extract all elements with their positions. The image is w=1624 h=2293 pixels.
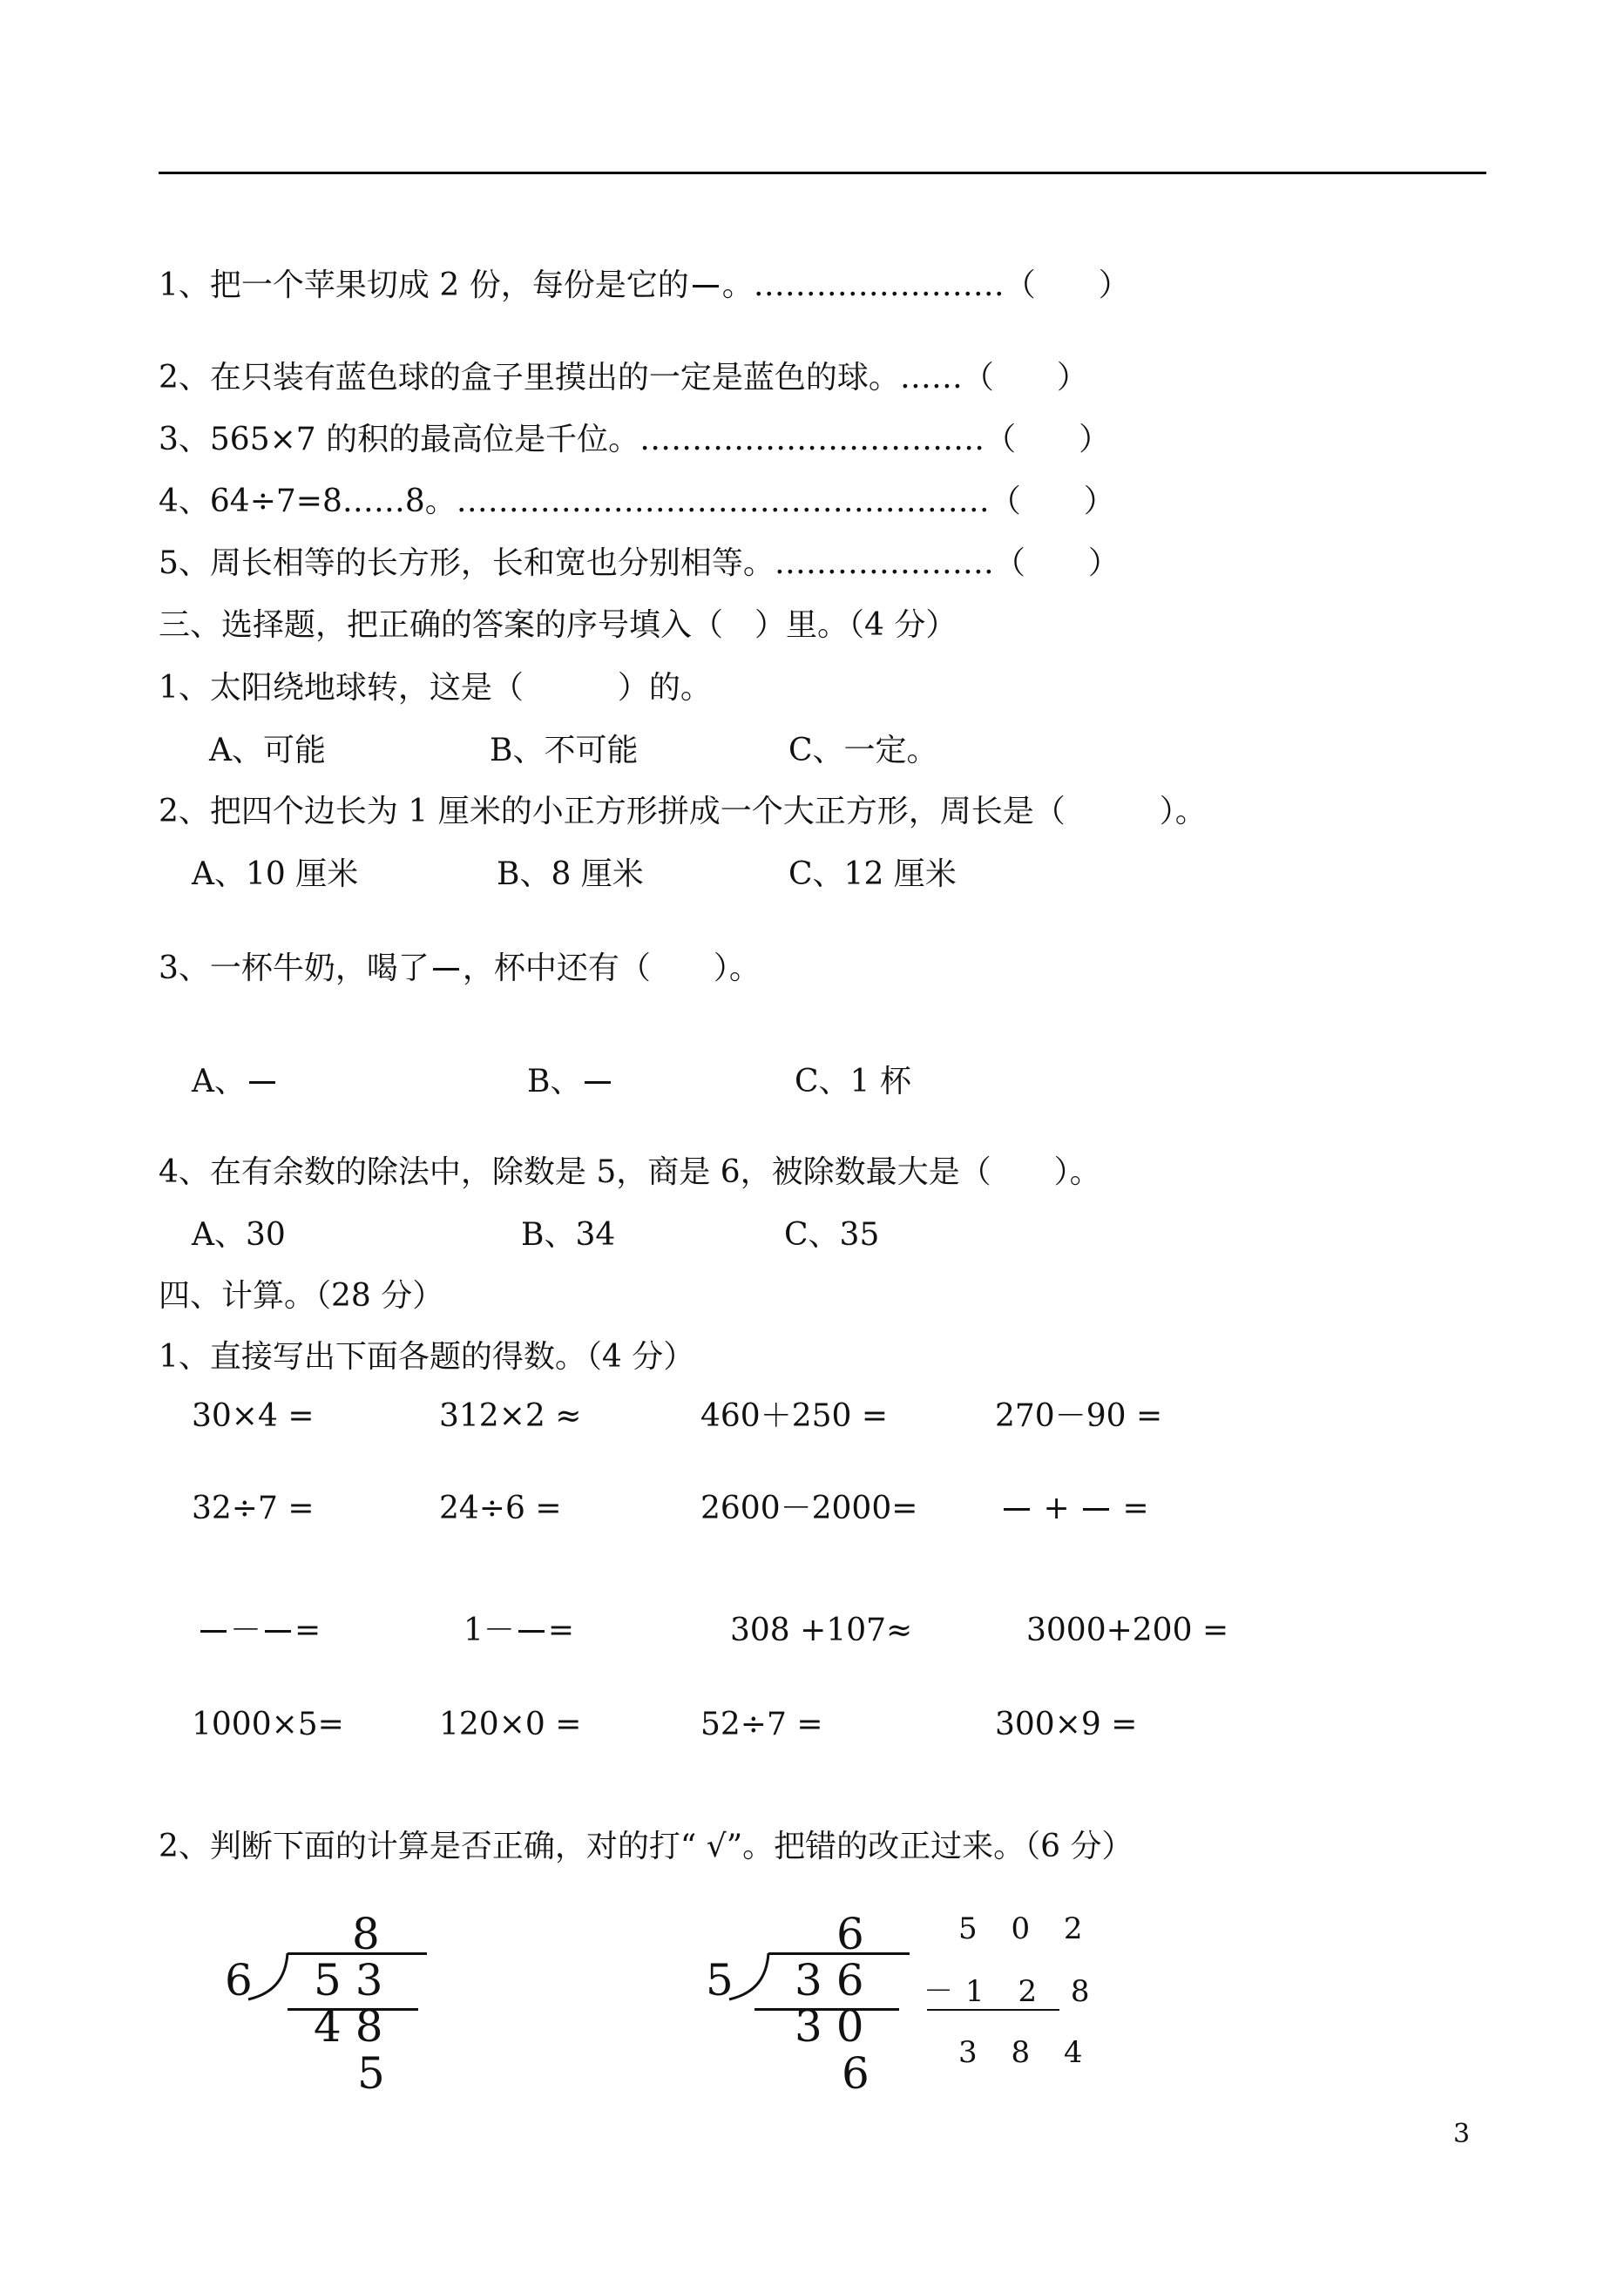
answer-paren-2[interactable]: （ ） [962,360,1088,396]
calc-1-4: 270－90 = [995,1398,1163,1434]
choice-q2: 2、把四个边长为 1 厘米的小正方形拼成一个大正方形，周长是（ ）。 [159,794,1207,829]
choice-q2-c[interactable]: C、12 厘米 [788,856,957,892]
choice-q1: 1、太阳绕地球转，这是（ ）的。 [159,670,712,706]
judge-item-2: 2、在只装有蓝色球的盒子里摸出的一定是蓝色的球。……（ ） [159,360,1088,396]
div2-product: 3 0 [795,2001,864,2052]
div1-remainder: 5 [357,2048,385,2099]
sub-result: 3 8 4 [958,2035,1095,2070]
judge-item-1: 1、把一个苹果切成 2 份，每份是它的 。……………………（ ） [159,267,1130,303]
fraction-placeholder [693,285,719,287]
choice-q3-b[interactable]: B、 [527,1063,614,1101]
choice-q3-a[interactable]: A、 [192,1063,279,1101]
div1-dividend: 5 3 [314,1955,383,2006]
calc-1-3: 460＋250 = [700,1398,889,1434]
page-number: 3 [1453,2119,1471,2149]
calc-3-4: 3000+200 = [1026,1613,1229,1648]
calc-sub-1: 1、直接写出下面各题的得数。（4 分） [159,1339,695,1375]
calc-2-2: 24÷6 = [439,1491,562,1526]
choice-q2-b[interactable]: B、8 厘米 [497,856,644,892]
judge-item-5: 5、周长相等的长方形，长和宽也分别相等。…………………（ ） [159,545,1120,581]
div1-quotient: 8 [352,1909,380,1959]
calc-4-2: 120×0 = [439,1707,582,1742]
calc-2-3: 2600－2000= [700,1491,918,1526]
div2-divisor: 5 [706,1955,734,2006]
calc-2-4: + = [1000,1490,1149,1528]
calc-4-1: 1000×5= [192,1707,344,1742]
div1-divisor: 6 [225,1955,253,2006]
answer-paren-4[interactable]: （ ） [989,484,1115,519]
fraction-placeholder [585,1081,611,1084]
section-4-title: 四、计算。（28 分） [159,1278,444,1314]
fraction-placeholder [249,1081,275,1084]
calc-1-1: 30×4 = [192,1398,315,1434]
choice-q2-a[interactable]: A、10 厘米 [192,856,359,892]
fraction-placeholder [1083,1508,1109,1511]
fraction-placeholder [433,968,459,971]
choice-q3: 3、一杯牛奶，喝了 ，杯中还有（ ）。 [159,950,761,986]
choice-q1-c[interactable]: C、一定。 [788,733,938,768]
div1-product: 4 8 [314,2001,383,2052]
answer-paren-5[interactable]: （ ） [993,545,1120,581]
answer-paren-1[interactable]: （ ） [1004,267,1130,303]
calc-4-3: 52÷7 = [700,1707,823,1742]
div2-dividend: 3 6 [795,1955,864,2006]
choice-q3-c[interactable]: C、1 杯 [795,1064,911,1099]
sub-bar [927,2009,1059,2011]
calc-3-3: 308 +107≈ [730,1613,913,1648]
fraction-placeholder [518,1630,545,1633]
judge-item-3: 3、565×7 的积的最高位是千位。……………………………（ ） [159,422,1111,457]
calc-3-1: － = [197,1612,321,1650]
choice-q4: 4、在有余数的除法中，除数是 5，商是 6，被除数最大是（ ）。 [159,1154,1101,1190]
choice-q1-a[interactable]: A、可能 [209,733,326,768]
judge-item-4: 4、64÷7=8……8。……………………………………………（ ） [159,484,1115,519]
sub-minus: －1 2 8 [924,1974,1102,2009]
fraction-placeholder [1004,1508,1030,1511]
answer-paren-3[interactable]: （ ） [985,422,1111,457]
fraction-placeholder [200,1630,227,1633]
div1-sub-bar [288,2008,418,2011]
calc-1-2: 312×2 ≈ [439,1398,582,1434]
calc-4-4: 300×9 = [995,1707,1138,1742]
choice-q4-b[interactable]: B、34 [521,1217,616,1253]
choice-q4-a[interactable]: A、30 [192,1217,286,1253]
header-rule [159,172,1486,174]
choice-q1-b[interactable]: B、不可能 [490,733,639,768]
calc-3-2: 1－ = [464,1613,575,1648]
calc-2-1: 32÷7 = [192,1491,315,1526]
calc-sub-2: 2、判断下面的计算是否正确，对的打“ √”。把错的改正过来。（6 分） [159,1829,1133,1864]
fraction-placeholder [265,1630,291,1633]
div2-quotient: 6 [836,1909,864,1959]
choice-q4-c[interactable]: C、35 [784,1217,880,1253]
sub-top: 5 0 2 [958,1911,1095,1946]
section-3-title: 三、选择题，把正确的答案的序号填入（ ）里。（4 分） [159,607,957,643]
div2-remainder: 6 [842,2048,870,2099]
